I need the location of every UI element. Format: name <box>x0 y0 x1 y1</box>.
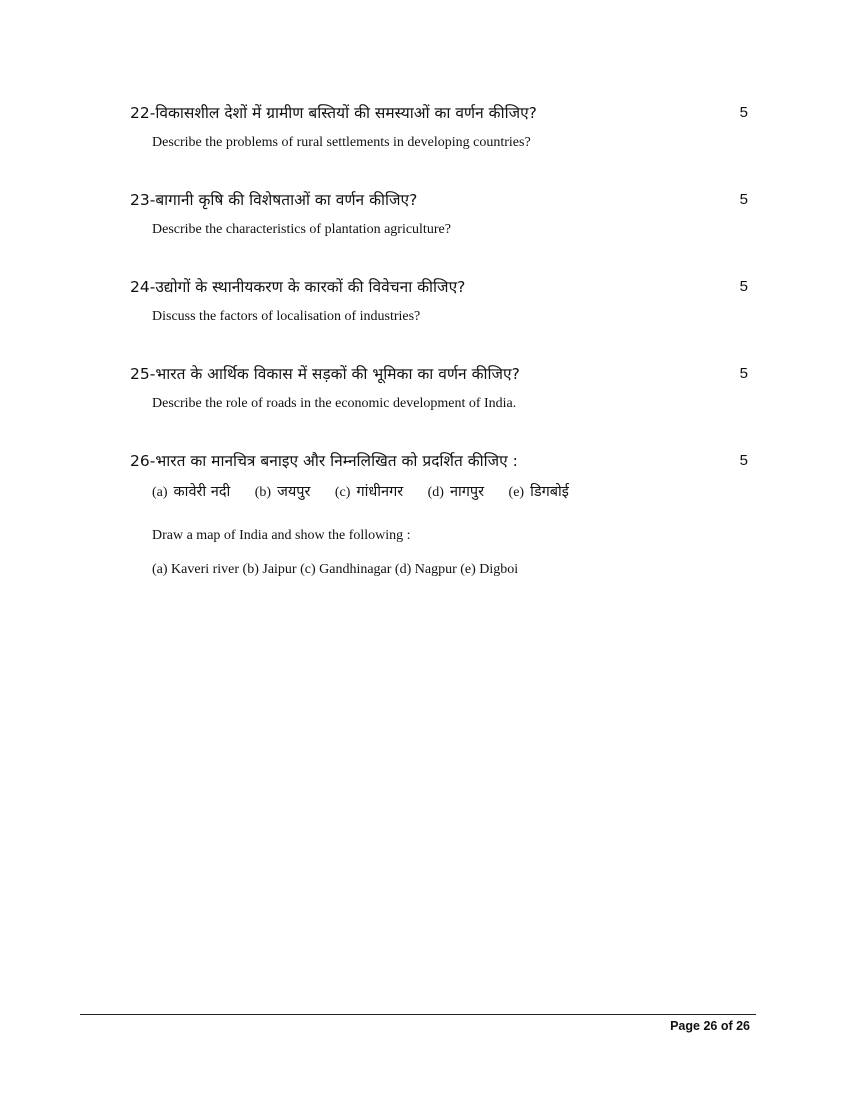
footer-divider <box>80 1014 756 1015</box>
question-23 <box>130 189 750 239</box>
option-d: (d) नागपुर <box>427 484 485 500</box>
question-text-english: Discuss the factors of localisation of industries? <box>152 309 421 324</box>
marks: 5 <box>739 104 748 121</box>
question-text-english: Describe the role of roads in the economic development of India. <box>152 396 517 411</box>
option-a: (a) कावेरी नदी <box>152 484 231 500</box>
question-22 <box>130 102 750 152</box>
question-25 <box>130 363 750 413</box>
question-text-english: Draw a map of India and show the following : <box>152 528 411 543</box>
question-text-english: Describe the problems of rural settlements in developing countries? <box>152 135 531 150</box>
options-english: (a) Kaveri river (b) Jaipur (c) Gandhinagar (d) Nagpur (e) Digboi <box>152 562 519 577</box>
options-hindi <box>152 482 750 503</box>
question-text-hindi: 23-बागानी कृषि की विशेषताओं का वर्णन कीजिए? <box>130 191 418 209</box>
marks: 5 <box>739 365 748 382</box>
question-text-hindi: 22-विकासशील देशों में ग्रामीण बस्तियों की समस्याओं का वर्णन कीजिए? <box>130 104 537 122</box>
question-text-hindi: 25-भारत के आर्थिक विकास में सड़कों की भूमिका का वर्णन कीजिए? <box>130 365 520 383</box>
question-text-english: Describe the characteristics of plantation agriculture? <box>152 222 451 237</box>
page-number: Page 26 of 26 <box>670 1019 750 1033</box>
question-text-hindi: 26-भारत का मानचित्र बनाइए और निम्नलिखित को प्रदर्शित कीजिए : <box>130 452 518 470</box>
option-b: (b) जयपुर <box>254 484 311 500</box>
option-e: (e) डिगबोई <box>508 484 569 500</box>
marks: 5 <box>739 278 748 295</box>
marks: 5 <box>739 452 748 469</box>
question-26 <box>130 450 750 579</box>
marks: 5 <box>739 191 748 208</box>
option-c: (c) गांधीनगर <box>334 484 404 500</box>
question-text-hindi: 24-उद्योगों के स्थानीयकरण के कारकों की विवेचना कीजिए? <box>130 278 466 296</box>
question-24 <box>130 276 750 326</box>
